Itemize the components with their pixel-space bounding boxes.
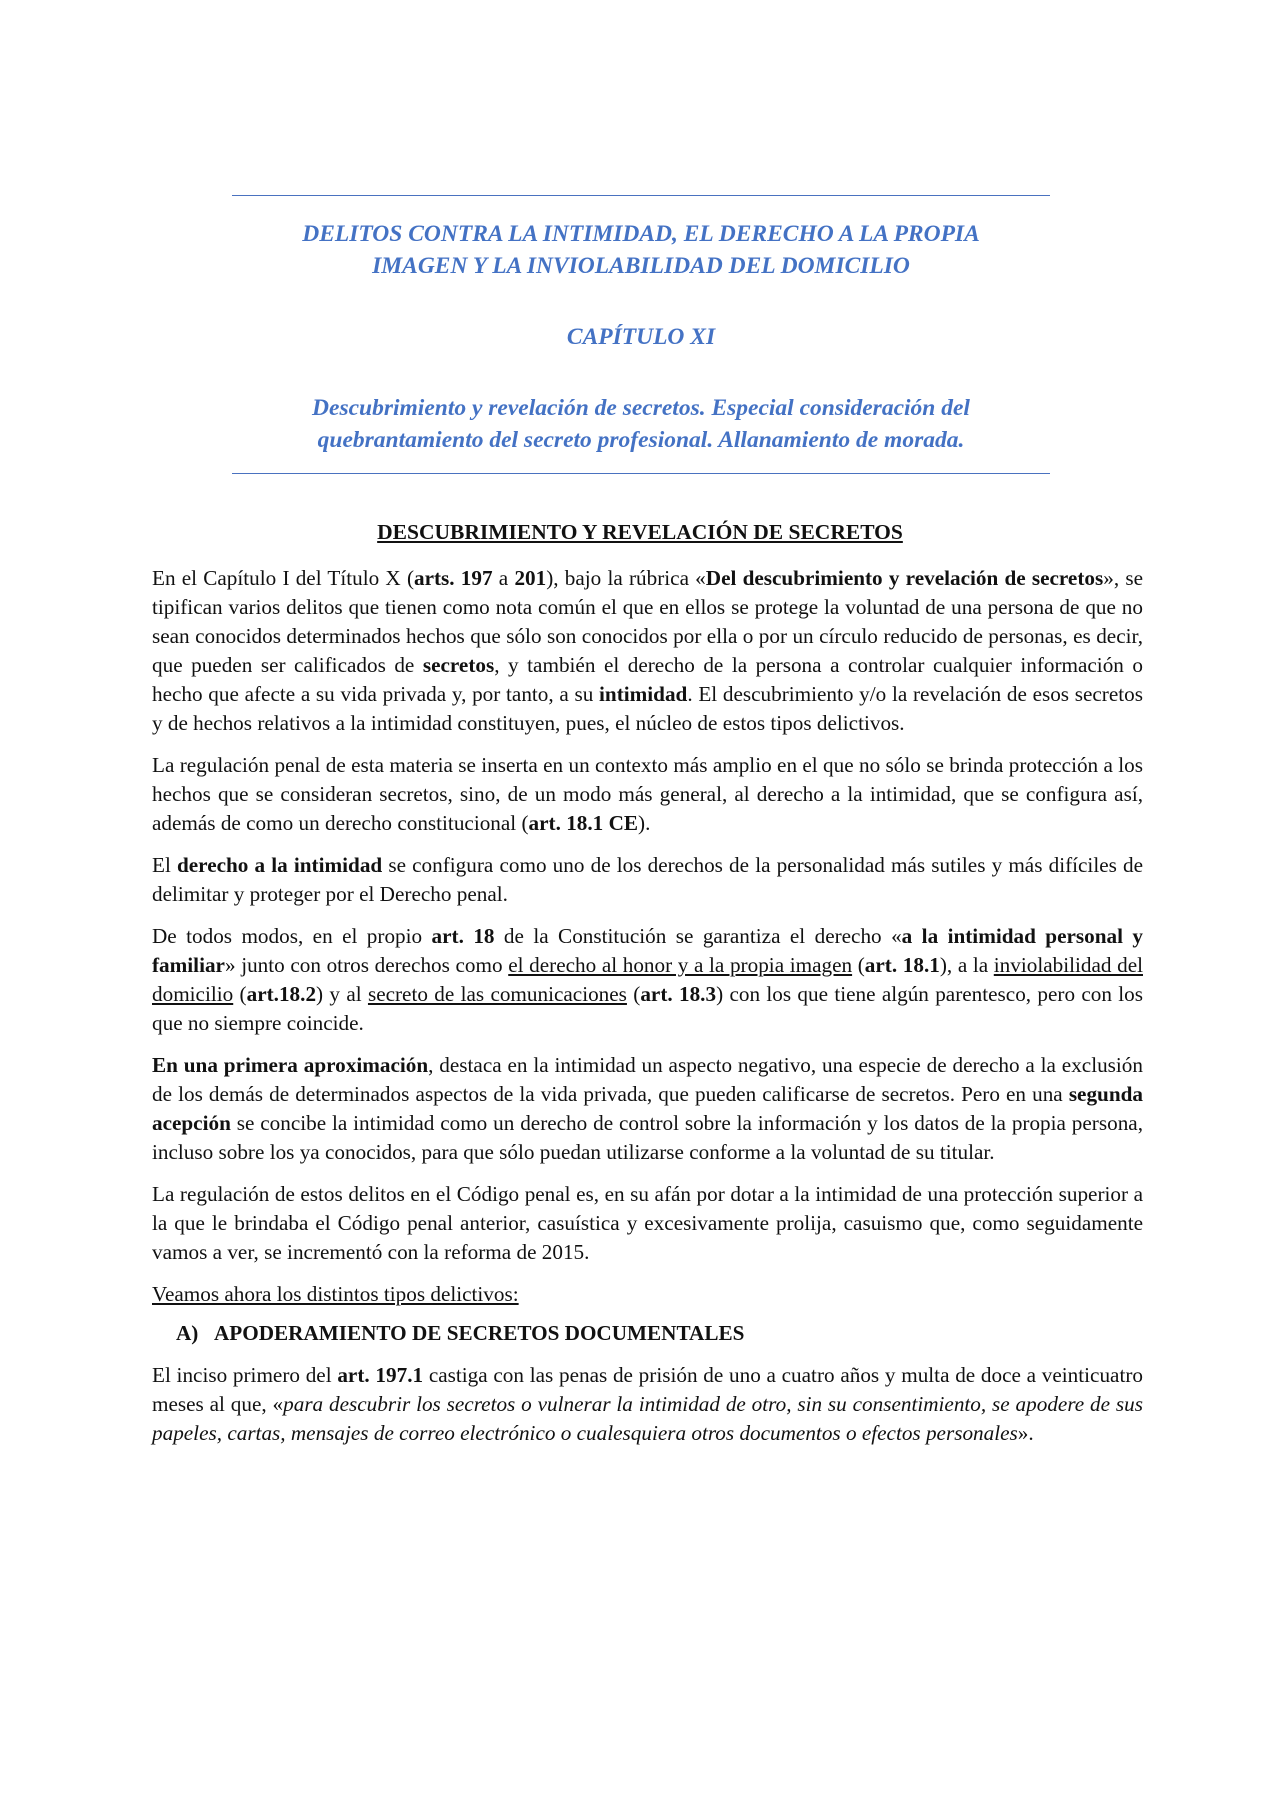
p1-bold-secretos: secretos bbox=[422, 653, 495, 677]
paragraph-7 bbox=[152, 1280, 1143, 1309]
p8-bold-art-197-1: art. 197.1 bbox=[337, 1363, 424, 1387]
p2-text-2: ). bbox=[638, 811, 651, 835]
document-title bbox=[232, 218, 1050, 282]
p1-text-5: , y también el derecho de la persona a controlar cualquier información o hecho que afecte a su vida privada y, por tanto, a su bbox=[152, 653, 1143, 706]
p1-bold-arts-197: arts. 197 bbox=[414, 566, 493, 590]
paragraph-3 bbox=[152, 851, 1143, 909]
document-title-line-1: DELITOS CONTRA LA INTIMIDAD, EL DERECHO A LA PROPIA bbox=[302, 221, 980, 247]
p4-text-7: ) y al bbox=[316, 982, 368, 1006]
subsection-heading bbox=[176, 1319, 1143, 1348]
p4-bold-art-18-2: art.18.2 bbox=[246, 982, 317, 1006]
p4-text-6: ( bbox=[233, 982, 247, 1006]
p5-bold-segunda-acepcion: segunda acepción bbox=[152, 1082, 1143, 1135]
subsection-letter: A) bbox=[176, 1321, 199, 1345]
p4-bold-art-18: art. 18 bbox=[431, 924, 495, 948]
p4-underline-comunicaciones: secreto de las comunicaciones bbox=[367, 982, 627, 1006]
p3-text-2: se configura como uno de los derechos de la personalidad más sutiles y más difíciles de delimitar y proteger por el Derecho penal. bbox=[152, 853, 1143, 906]
p8-text-1: El inciso primero del bbox=[152, 1363, 338, 1387]
header-bottom-rule bbox=[232, 473, 1050, 474]
paragraph-1 bbox=[152, 564, 1143, 738]
p7-underline-veamos: Veamos ahora los distintos tipos delictivos: bbox=[152, 1282, 519, 1306]
p4-text-2: de la Constitución se garantiza el derecho « bbox=[494, 924, 902, 948]
p8-text-3: ». bbox=[1017, 1421, 1034, 1445]
p4-text-4: ( bbox=[852, 953, 865, 977]
paragraph-8 bbox=[152, 1361, 1143, 1448]
p1-bold-intimidad: intimidad bbox=[599, 682, 688, 706]
paragraph-6 bbox=[152, 1180, 1143, 1267]
p2-bold-art-18-1-ce: art. 18.1 CE bbox=[528, 811, 639, 835]
p4-text-5: ), a la bbox=[939, 953, 994, 977]
subsection-title: APODERAMIENTO DE SECRETOS DOCUMENTALES bbox=[214, 1321, 745, 1345]
p2-text-1: La regulación penal de esta materia se inserta en un contexto más amplio en el que no sólo se brinda protección a los hechos que se consideran secretos, sino, de un modo más general, al derecho a la intimidad, que se configura así, además de como un derecho constitucional ( bbox=[152, 753, 1143, 835]
chapter-subtitle bbox=[232, 392, 1050, 456]
p3-text-1: El bbox=[152, 853, 177, 877]
header-top-rule bbox=[232, 195, 1050, 196]
p5-text-1: , destaca en la intimidad un aspecto negativo, una especie de derecho a la exclusión de los demás de determinados aspectos de la vida privada, que pueden calificarse de secretos. Pero en una bbox=[152, 1053, 1143, 1106]
p4-bold-intimidad-personal: a la intimidad personal y familiar bbox=[152, 924, 1144, 977]
chapter-heading: CAPÍTULO XI bbox=[566, 324, 716, 350]
p4-bold-art-18-1: art. 18.1 bbox=[864, 953, 940, 977]
p6-text-1: La regulación de estos delitos en el Código penal es, en su afán por dotar a la intimidad de una protección superior a la que le brindaba el Código penal anterior, casuística y excesivamente prolija, casuismo que, como seguidamente vamos a ver, se incrementó con la reforma de 2015. bbox=[152, 1182, 1143, 1264]
paragraph-4 bbox=[152, 922, 1143, 1038]
p4-text-9: ) con los que tiene algún parentesco, pero con los que no siempre coincide. bbox=[152, 982, 1144, 1035]
p5-text-2: se concibe la intimidad como un derecho de control sobre la información y los datos de la propia persona, incluso sobre los ya conocidos, para que sólo puedan utilizarse conforme a la voluntad de su titular. bbox=[152, 1111, 1143, 1164]
chapter-subtitle-line-1: Descubrimiento y revelación de secretos. Especial consideración del bbox=[312, 395, 970, 421]
p3-bold-derecho-intimidad: derecho a la intimidad bbox=[176, 853, 383, 877]
chapter-subtitle-line-2: quebrantamiento del secreto profesional. Allanamiento de morada. bbox=[317, 427, 965, 453]
p8-italic-quote: para descubrir los secretos o vulnerar la intimidad de otro, sin su consentimiento, se apodere de sus papeles, cartas, mensajes de correo electrónico o cualesquiera otros documentos o efectos personales bbox=[152, 1392, 1143, 1445]
p4-bold-art-18-3: art. 18.3 bbox=[640, 982, 717, 1006]
paragraph-5 bbox=[152, 1051, 1143, 1167]
p5-bold-primera-aproximacion: En una primera aproximación bbox=[152, 1053, 429, 1077]
p1-text-3: ), bajo la rúbrica « bbox=[546, 566, 706, 590]
p1-bold-rubric: Del descubrimiento y revelación de secretos bbox=[705, 566, 1104, 590]
p1-text-1: En el Capítulo I del Título X ( bbox=[152, 566, 414, 590]
p4-underline-domicilio: inviolabilidad del domicilio bbox=[152, 953, 1143, 1006]
p8-text-2: castiga con las penas de prisión de uno a cuatro años y multa de doce a veinticuatro meses al que, « bbox=[152, 1363, 1143, 1416]
p1-bold-201: 201 bbox=[514, 566, 547, 590]
p4-text-1: De todos modos, en el propio bbox=[152, 924, 432, 948]
paragraph-2 bbox=[152, 751, 1143, 838]
p4-underline-honor: el derecho al honor y a la propia imagen bbox=[508, 953, 853, 977]
body-text bbox=[152, 564, 1143, 1461]
p1-text-2: a bbox=[492, 566, 515, 590]
p4-text-3: » junto con otros derechos como bbox=[224, 953, 509, 977]
document-title-line-2: IMAGEN Y LA INVIOLABILIDAD DEL DOMICILIO bbox=[372, 253, 910, 279]
p1-text-6: . El descubrimiento y/o la revelación de esos secretos y de hechos relativos a la intimidad constituyen, pues, el núcleo de estos tipos delictivos. bbox=[152, 682, 1143, 735]
section-title: DESCUBRIMIENTO Y REVELACIÓN DE SECRETOS bbox=[377, 520, 903, 544]
p4-text-8: ( bbox=[626, 982, 641, 1006]
p1-text-4: », se tipifican varios delitos que tienen como nota común el que en ellos se protege la voluntad de una persona de que no sean conocidos determinados hechos que sólo son conocidos por ella o por un círculo reducido de personas, es decir, que pueden ser calificados de bbox=[152, 566, 1143, 677]
